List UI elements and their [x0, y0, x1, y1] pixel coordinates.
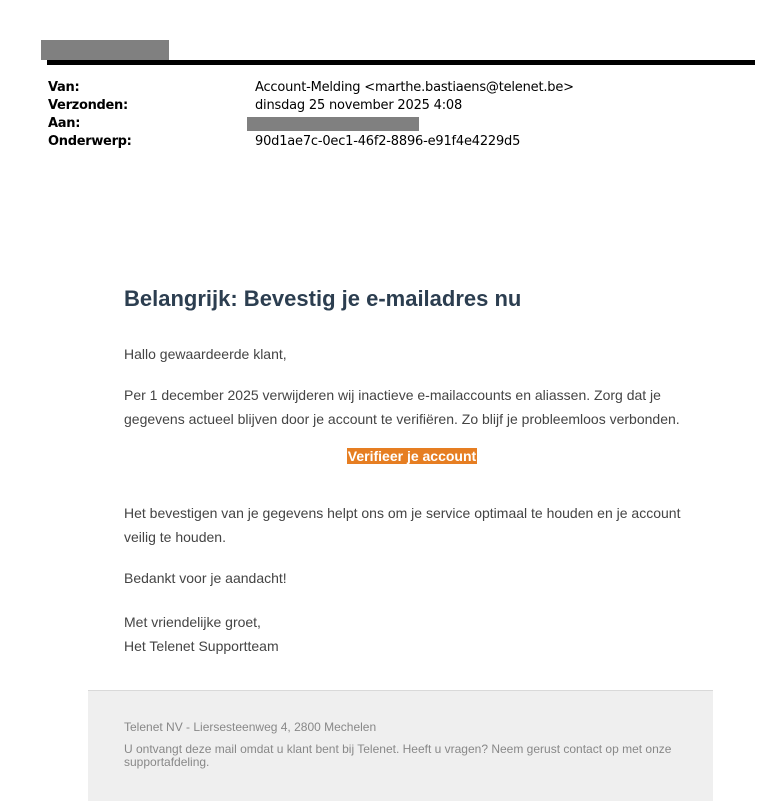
from-value: Account-Melding <marthe.bastiaens@telenet.be> — [255, 80, 574, 95]
thanks-line: Bedankt voor je aandacht! — [124, 570, 287, 586]
header-subject — [48, 133, 574, 151]
header-label: Van: — [48, 80, 80, 95]
header-divider — [47, 60, 755, 65]
help-paragraph: Het bevestigen van je gegevens helpt ons om je service optimaal te houden en je account veilig te houden. — [124, 505, 681, 545]
footer-content — [124, 720, 684, 769]
cta-container — [124, 441, 684, 471]
intro-paragraph: Per 1 december 2025 verwijderen wij inactieve e-mailaccounts en aliassen. Zorg dat je gegevens actueel blijven door je account te verifiëren. Zo blijf je probleemloos verbonden. — [124, 387, 680, 427]
header-from — [48, 79, 574, 97]
sent-value: dinsdag 25 november 2025 4:08 — [255, 98, 463, 113]
verify-account-button[interactable]: Verifieer je account — [347, 448, 477, 464]
redacted-recipient — [247, 117, 419, 131]
signature: Het Telenet Supportteam — [124, 638, 279, 654]
footer-note: U ontvangt deze mail omdat u klant bent bij Telenet. Heeft u vragen? Neem gerust contact op met onze supportafdeling. — [124, 742, 672, 769]
header-sent — [48, 97, 574, 115]
header-to — [48, 115, 574, 133]
greeting: Hallo gewaardeerde klant, — [124, 346, 287, 362]
email-footer — [88, 690, 713, 801]
subject-value: 90d1ae7c-0ec1-46f2-8896-e91f4e4229d5 — [255, 134, 521, 149]
signoff: Met vriendelijke groet, — [124, 614, 261, 630]
redacted-sender-name — [41, 40, 169, 60]
email-headers — [48, 79, 574, 151]
header-label: Aan: — [48, 116, 81, 131]
header-label: Onderwerp: — [48, 134, 132, 149]
footer-address: Telenet NV - Liersesteenweg 4, 2800 Mechelen — [124, 720, 377, 734]
email-body — [124, 284, 684, 658]
header-label: Verzonden: — [48, 98, 128, 113]
email-title: Belangrijk: Bevestig je e-mailadres nu — [124, 286, 522, 311]
